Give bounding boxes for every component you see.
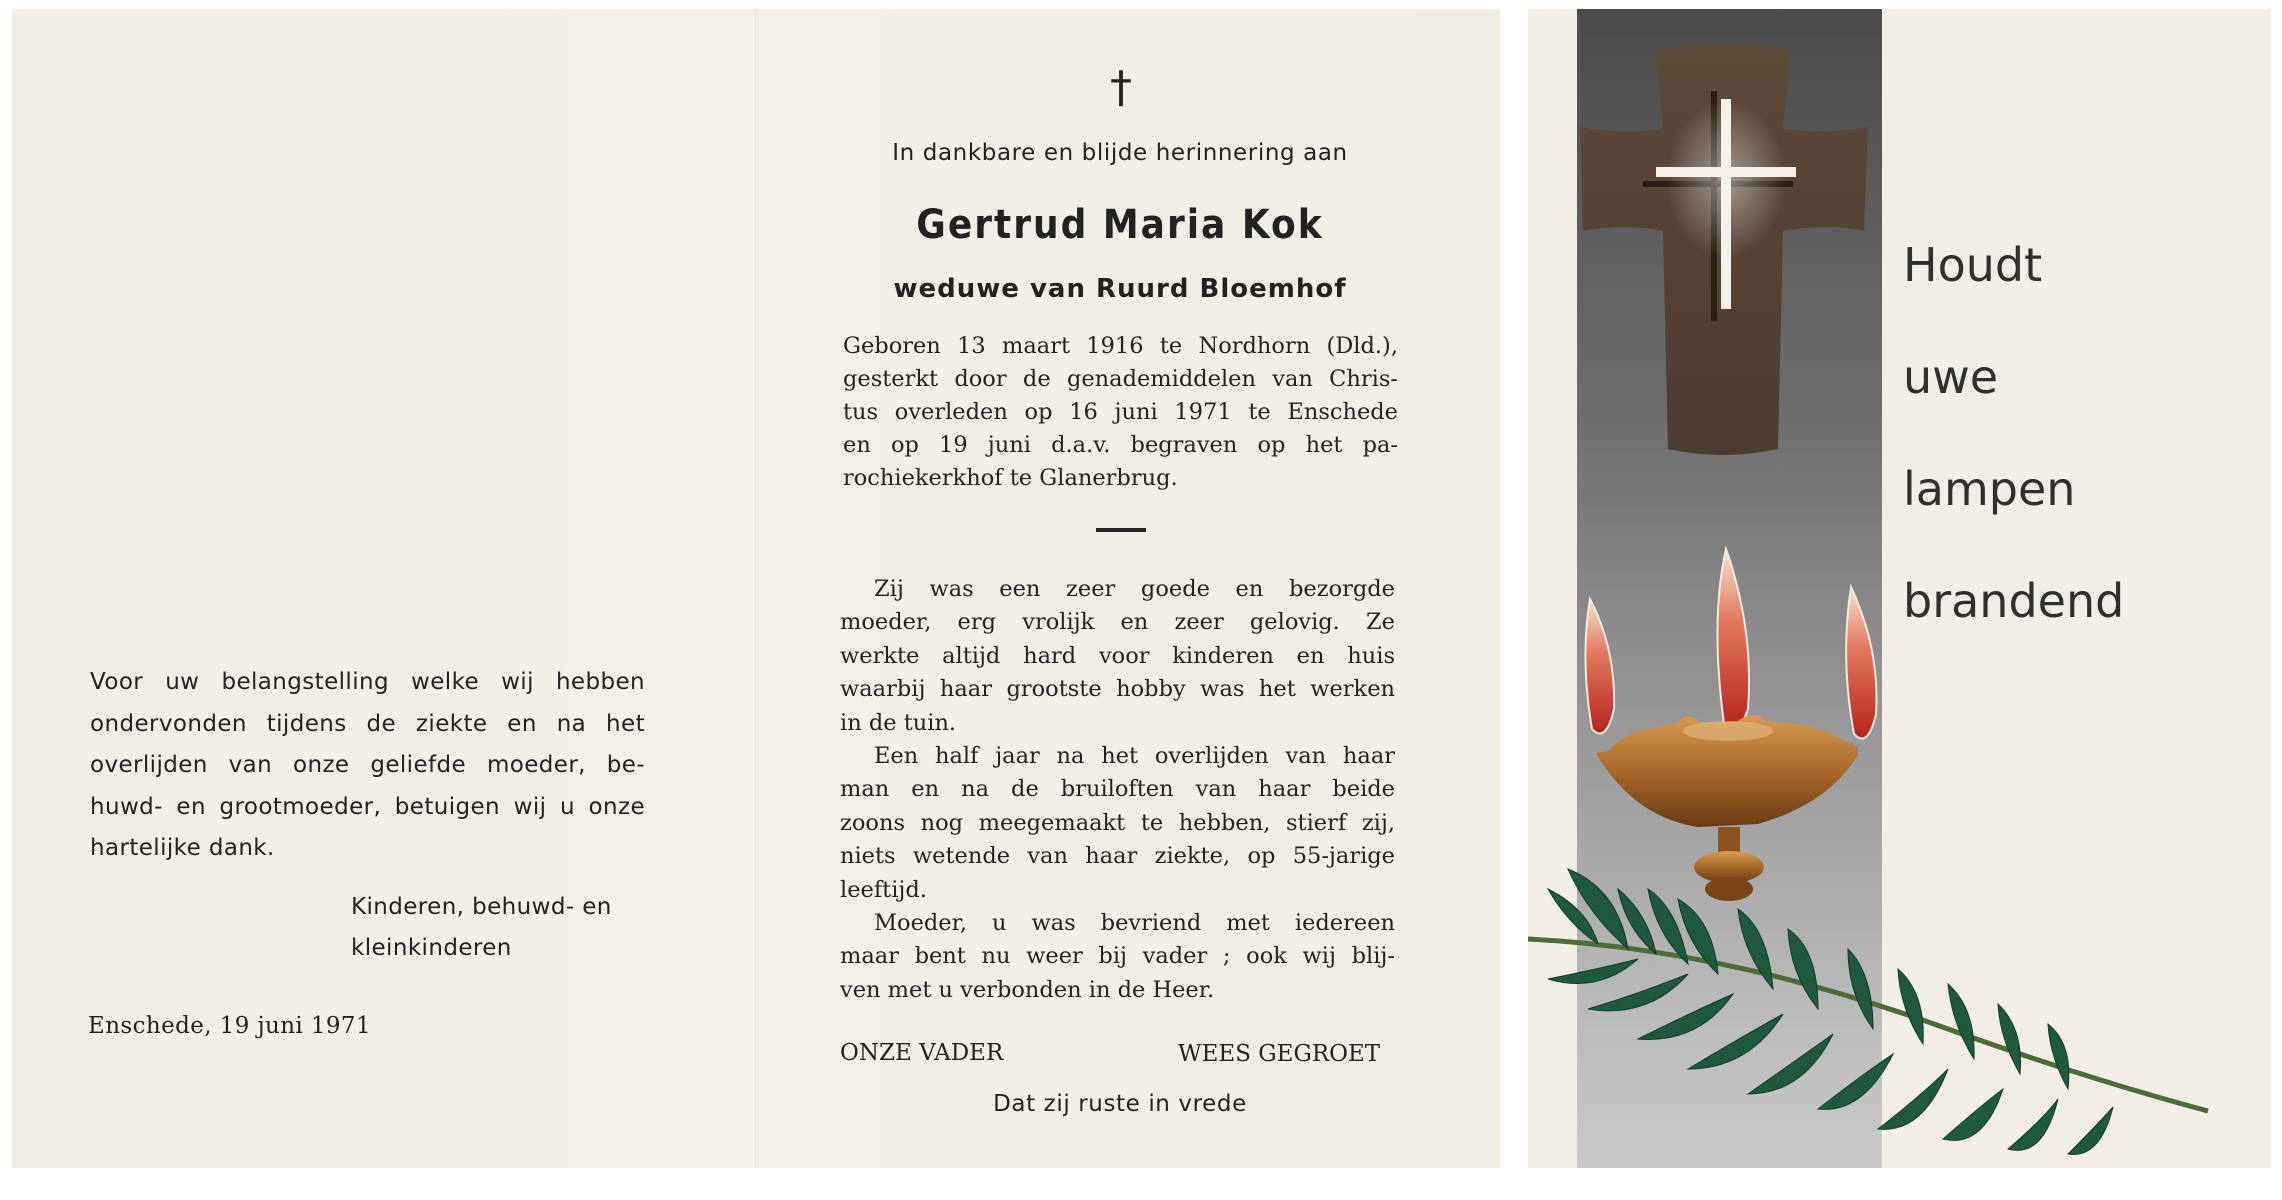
biography xyxy=(843,330,1398,495)
eulogy-line: werkte altijd hard voor kinderen en huis xyxy=(840,642,1395,669)
eulogy-line: niets wetende van haar ziekte, op 55-jarige xyxy=(840,843,1395,870)
eulogy-line: moeder, erg vrolijk en zeer gelovig. Ze xyxy=(840,609,1395,636)
motto-line: Houdt xyxy=(1903,238,2043,292)
motto-line: uwe xyxy=(1903,350,1999,404)
eulogy xyxy=(840,573,1395,1007)
thanks-line: hartelijke dank. xyxy=(90,835,275,861)
eulogy-line: Moeder, u was bevriend met iedereen xyxy=(874,910,1395,937)
bio-line: tus overleden op 16 juni 1971 te Enschede xyxy=(843,399,1398,425)
eulogy-line: man en na de bruiloften van haar beide xyxy=(840,776,1395,803)
thanks-line: huwd- en grootmoeder, betuigen wij u onze xyxy=(90,793,645,820)
signature xyxy=(351,887,651,969)
thanks-line: ondervonden tijdens de ziekte en na het xyxy=(90,710,645,737)
widow-line: weduwe van Ruurd Bloemhof xyxy=(893,274,1347,304)
eulogy-line: leeftijd. xyxy=(840,876,927,903)
thanks-paragraph xyxy=(90,662,645,870)
separator xyxy=(1096,528,1146,532)
closing-line: Dat zij ruste in vrede xyxy=(993,1091,1247,1117)
cross-icon: † xyxy=(1110,62,1132,113)
intro-line: In dankbare en blijde herinnering aan xyxy=(892,140,1348,166)
flame-icon xyxy=(1585,549,1876,739)
prayer-our-father: ONZE VADER xyxy=(840,1040,1004,1066)
eulogy-line: zoons nog meegemaakt te hebben, stierf zij, xyxy=(840,809,1395,836)
cross-icon xyxy=(1580,44,1868,455)
deceased-name: Gertrud Maria Kok xyxy=(916,202,1324,248)
eulogy-line: maar bent nu weer bij vader ; ook wij blij- xyxy=(840,943,1395,970)
thanks-line: overlijden van onze geliefde moeder, be- xyxy=(90,752,645,778)
bio-line: rochiekerkhof te Glanerbrug. xyxy=(843,465,1178,491)
prayer-hail-mary: WEES GEGROET xyxy=(1178,1041,1381,1067)
motto-line: lampen xyxy=(1903,462,2076,516)
eulogy-line: Zij was een zeer goede en bezorgde xyxy=(874,576,1395,602)
eulogy-line: in de tuin. xyxy=(840,709,957,736)
signature-line: kleinkinderen xyxy=(351,935,512,961)
signature-line: Kinderen, behuwd- en xyxy=(351,894,612,920)
motto-line: brandend xyxy=(1903,574,2125,628)
bio-line: Geboren 13 maart 1916 te Nordhorn (Dld.), xyxy=(843,333,1398,359)
eulogy-line: ven met u verbonden in de Heer. xyxy=(840,976,1215,1003)
palm-branch-icon xyxy=(1528,869,2208,1154)
thanks-line: Voor uw belangstelling welke wij hebben xyxy=(90,669,645,695)
eulogy-line: Een half jaar na het overlijden van haar xyxy=(874,743,1395,770)
bio-line: en op 19 juni d.a.v. begraven op het pa- xyxy=(843,432,1398,458)
eulogy-line: waarbij haar grootste hobby was het werken xyxy=(840,676,1395,703)
fold-line xyxy=(755,9,758,1168)
cover-motto xyxy=(1903,238,2203,686)
place-date: Enschede, 19 juni 1971 xyxy=(88,1013,372,1039)
bio-line: gesterkt door de genademiddelen van Chris- xyxy=(843,366,1398,392)
oil-lamp-icon xyxy=(1596,715,1858,901)
